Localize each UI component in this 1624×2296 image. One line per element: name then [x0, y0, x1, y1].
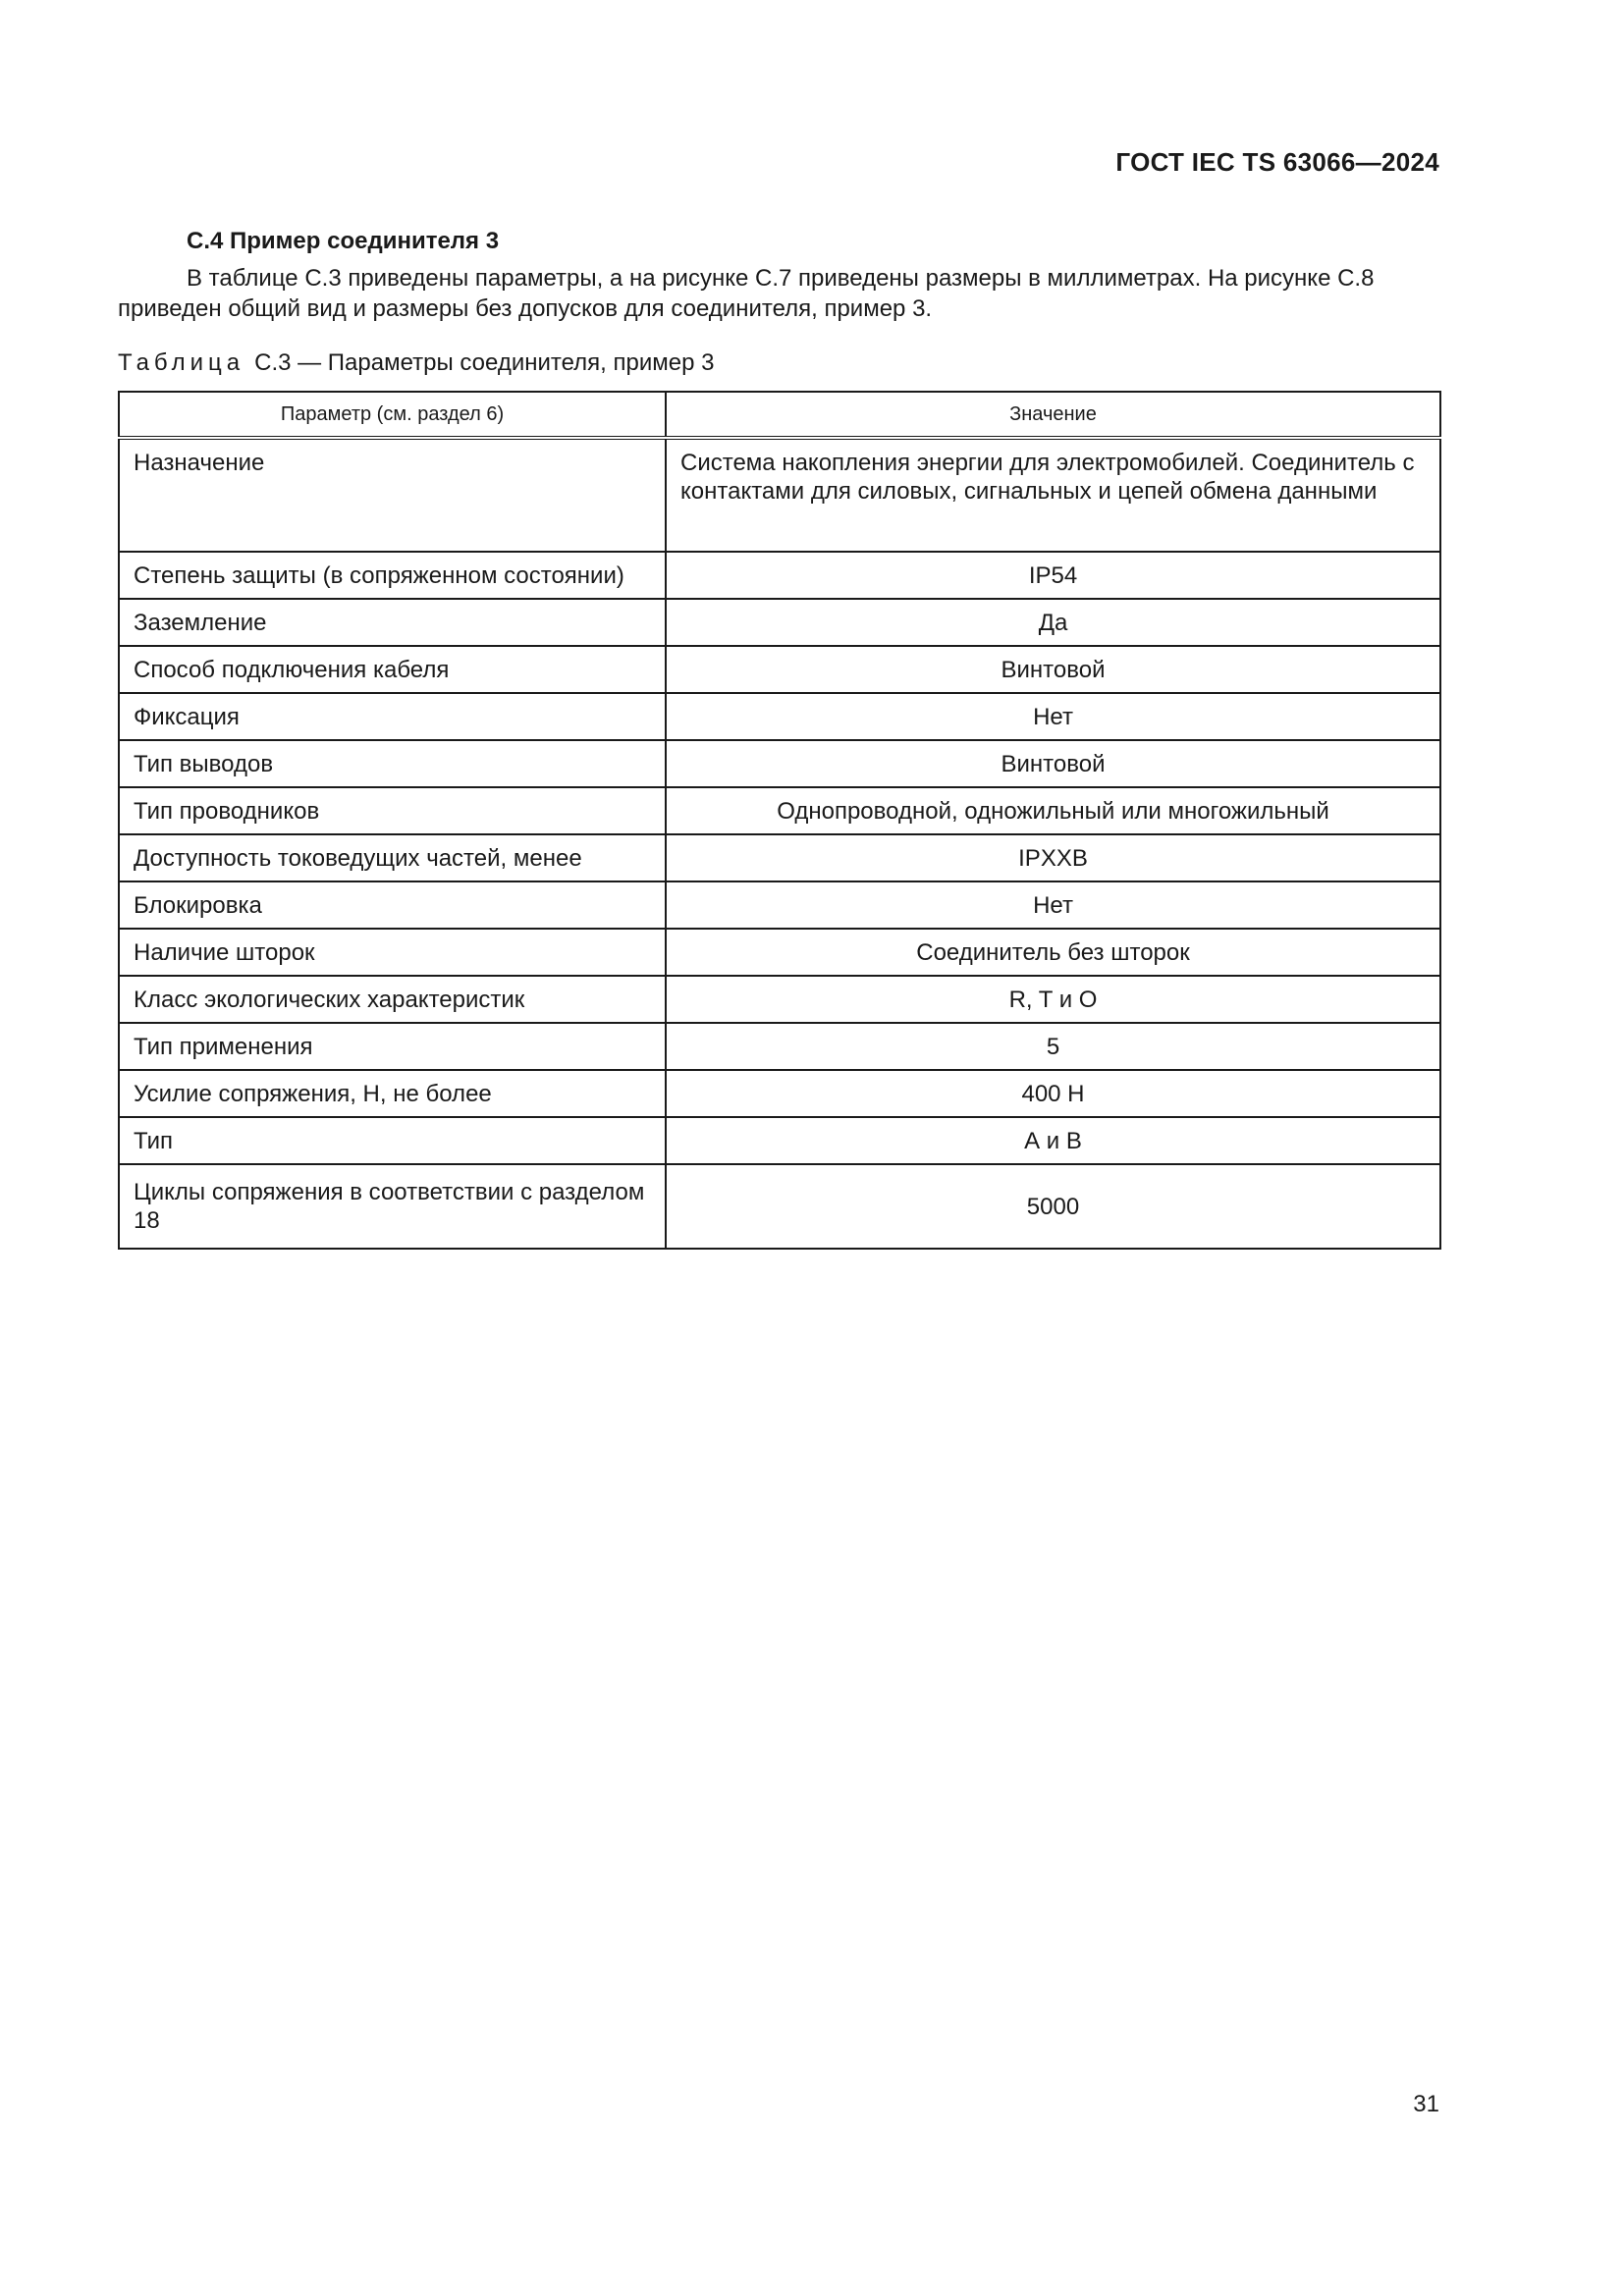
value-cell: 5	[666, 1023, 1440, 1070]
parameter-cell: Класс экологических характеристик	[119, 976, 666, 1023]
value-cell: Нет	[666, 881, 1440, 929]
value-cell: Да	[666, 599, 1440, 646]
parameter-cell: Блокировка	[119, 881, 666, 929]
table-row	[119, 646, 1440, 693]
table-caption	[118, 349, 714, 377]
table-row	[119, 929, 1440, 976]
table-row	[119, 787, 1440, 834]
parameter-cell: Способ подключения кабеля	[119, 646, 666, 693]
table-row	[119, 834, 1440, 881]
parameter-cell: Доступность токоведущих частей, менее	[119, 834, 666, 881]
parameter-cell: Наличие шторок	[119, 929, 666, 976]
table-caption-label: Таблица	[118, 349, 245, 376]
value-cell: Система накопления энергии для электромобилей. Соединитель с контактами для силовых, сигнальных и цепей обмена данными	[666, 438, 1440, 552]
page-number: 31	[1413, 2091, 1439, 2117]
value-cell: IP54	[666, 552, 1440, 599]
table-row	[119, 1164, 1440, 1249]
value-cell: Нет	[666, 693, 1440, 740]
parameter-cell: Усилие сопряжения, Н, не более	[119, 1070, 666, 1117]
parameter-cell: Тип проводников	[119, 787, 666, 834]
column-header-value: Значение	[666, 392, 1440, 438]
parameter-cell: Тип применения	[119, 1023, 666, 1070]
column-header-parameter: Параметр (см. раздел 6)	[119, 392, 666, 438]
value-cell: Однопроводной, одножильный или многожильный	[666, 787, 1440, 834]
table-row	[119, 740, 1440, 787]
parameter-cell: Назначение	[119, 438, 666, 552]
table-header-row	[119, 392, 1440, 438]
value-cell: 5000	[666, 1164, 1440, 1249]
parameter-cell: Фиксация	[119, 693, 666, 740]
table-row	[119, 881, 1440, 929]
table-row	[119, 552, 1440, 599]
value-cell: 400 Н	[666, 1070, 1440, 1117]
value-cell: А и В	[666, 1117, 1440, 1164]
parameter-cell: Циклы сопряжения в соответствии с разделом 18	[119, 1164, 666, 1249]
parameter-cell: Степень защиты (в сопряженном состоянии)	[119, 552, 666, 599]
parameter-cell: Заземление	[119, 599, 666, 646]
table-row	[119, 1117, 1440, 1164]
table-row	[119, 599, 1440, 646]
section-title: С.4 Пример соединителя 3	[187, 228, 500, 254]
table-row	[119, 1070, 1440, 1117]
value-cell: IPXXB	[666, 834, 1440, 881]
value-cell: Винтовой	[666, 646, 1440, 693]
table-row	[119, 693, 1440, 740]
value-cell: Соединитель без шторок	[666, 929, 1440, 976]
parameter-cell: Тип	[119, 1117, 666, 1164]
section-intro-paragraph: В таблице С.3 приведены параметры, а на рисунке С.7 приведены размеры в миллиметрах. На рисунке С.8 приведен общий вид и размеры без допусков для соединителя, пример 3.	[118, 265, 1375, 322]
parameters-table	[118, 391, 1441, 1250]
table-row	[119, 976, 1440, 1023]
value-cell: Винтовой	[666, 740, 1440, 787]
table-caption-text: С.3 — Параметры соединителя, пример 3	[254, 349, 715, 376]
document-id-header: ГОСТ IEC TS 63066—2024	[1115, 147, 1439, 177]
table-row	[119, 438, 1440, 552]
table-row	[119, 1023, 1440, 1070]
value-cell: R, T и O	[666, 976, 1440, 1023]
parameter-cell: Тип выводов	[119, 740, 666, 787]
